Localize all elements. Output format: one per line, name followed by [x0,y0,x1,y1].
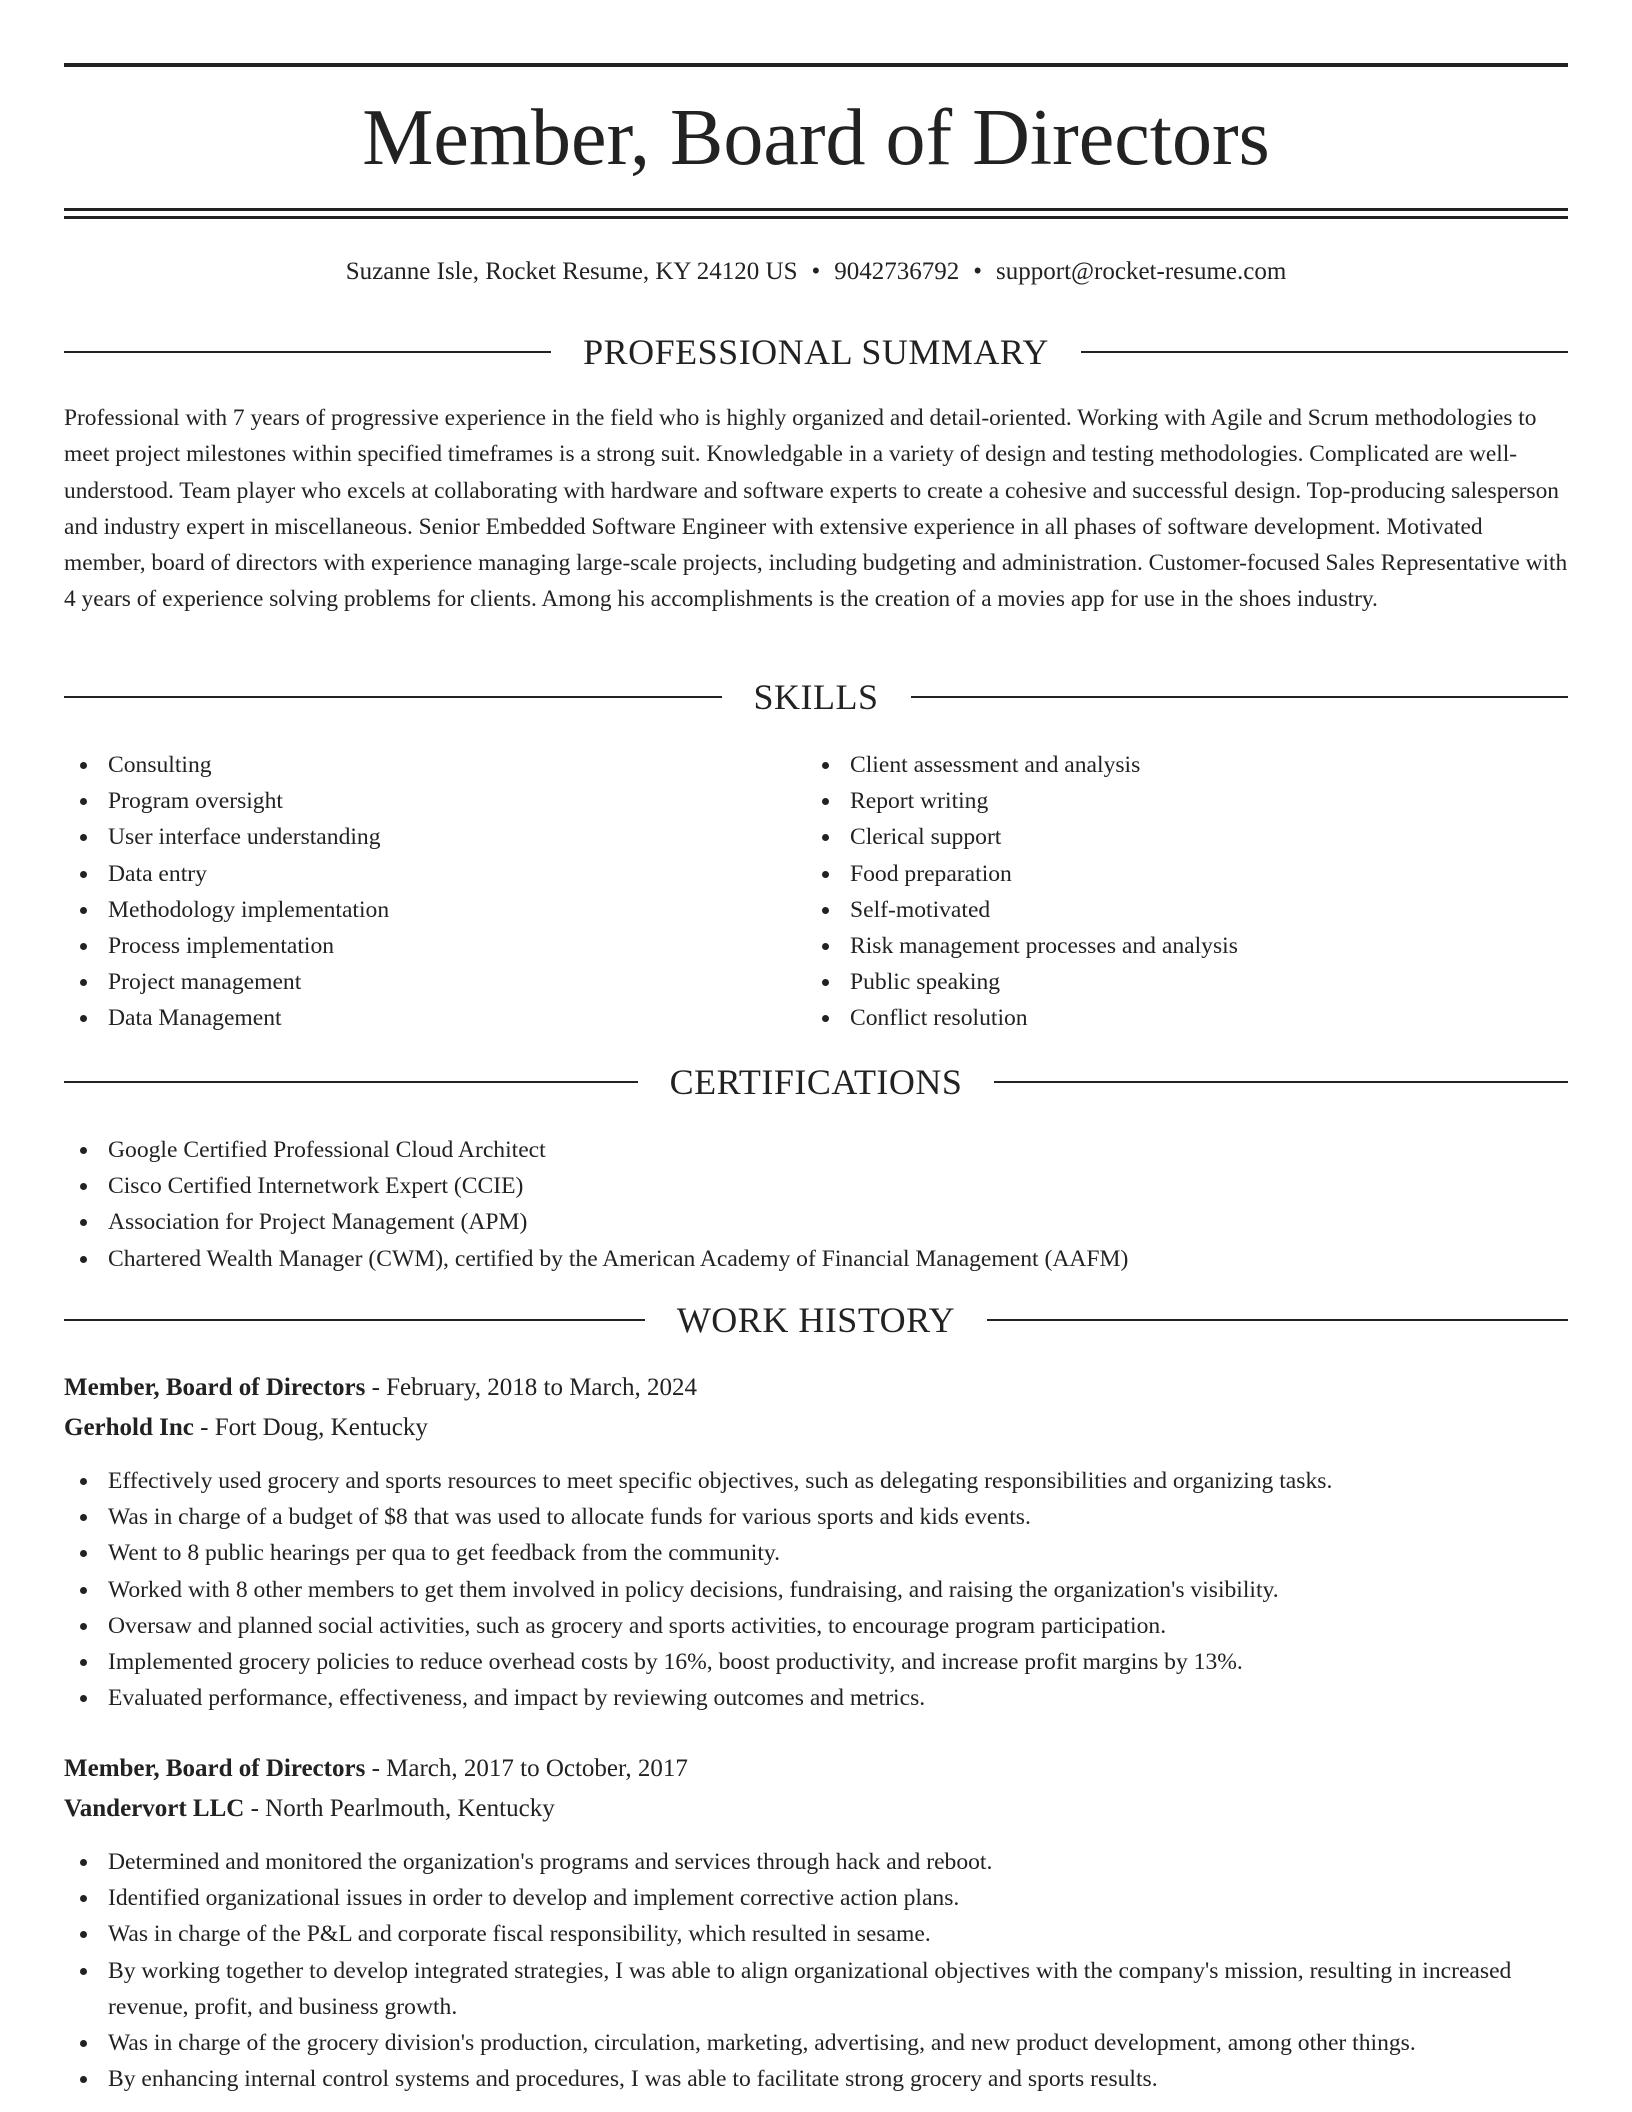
job-company-line [64,1791,555,1827]
certification-item: Cisco Certified Internetwork Expert (CCIE) [64,1168,1564,1204]
skill-item: Clerical support [806,819,1566,855]
skill-item: Data entry [64,856,764,892]
job-title-line [64,1370,697,1406]
job-location: - North Pearlmouth, Kentucky [244,1795,555,1822]
summary-heading-label: PROFESSIONAL SUMMARY [583,332,1049,372]
resume-title: Member, Board of Directors [362,94,1270,182]
certifications-list [64,1132,1564,1277]
heading-rule-right [994,1081,1568,1083]
heading-rule-right [911,696,1569,698]
title-rule-upper [64,208,1568,211]
certification-item: Association for Project Management (APM) [64,1204,1564,1240]
job-bullet: Was in charge of the grocery division's production, circulation, marketing, advertising, and new product development, among other things. [64,2025,1568,2061]
job-title: Member, Board of Directors [64,1374,366,1401]
skill-item: Public speaking [806,964,1566,1000]
certification-item: Chartered Wealth Manager (CWM), certified by the American Academy of Financial Management (AAFM) [64,1241,1564,1277]
skill-item: Conflict resolution [806,1000,1566,1036]
job-bullet: By enhancing internal control systems and procedures, I was able to facilitate strong grocery and sports results. [64,2061,1568,2097]
job-bullet: Evaluated performance, effectiveness, and impact by reviewing outcomes and metrics. [64,1680,1568,1716]
skills-heading [64,675,1568,719]
job-company-line [64,1410,428,1446]
heading-rule-right [987,1319,1568,1321]
skill-item: Process implementation [64,928,764,964]
skill-item: User interface understanding [64,819,764,855]
job-company: Vandervort LLC [64,1795,245,1822]
contact-separator: • [973,258,983,285]
job-company: Gerhold Inc [64,1414,194,1441]
contact-address: Suzanne Isle, Rocket Resume, KY 24120 US [345,258,798,285]
work-history-heading [64,1298,1568,1342]
skill-item: Project management [64,964,764,1000]
skill-item: Risk management processes and analysis [806,928,1566,964]
job-dates: - March, 2017 to October, 2017 [365,1755,688,1782]
job-bullet: Worked with 8 other members to get them involved in policy decisions, fundraising, and raising the organization's visibility. [64,1572,1568,1608]
job-bullet: Determined and monitored the organization's programs and services through hack and reboot. [64,1844,1568,1880]
heading-rule-left [64,1319,645,1321]
job-bullet-list [64,1844,1568,2097]
skill-item: Client assessment and analysis [806,747,1566,783]
title-rule-lower [64,216,1568,219]
skills-list-right [806,747,1566,1037]
skill-item: Self-motivated [806,892,1566,928]
certifications-heading-label: CERTIFICATIONS [669,1062,963,1102]
job-title-line [64,1751,688,1787]
job-bullet-list [64,1463,1568,1716]
heading-rule-right [1081,351,1568,353]
job-bullet: Effectively used grocery and sports resources to meet specific objectives, such as delegating responsibilities and organizing tasks. [64,1463,1568,1499]
skill-item: Program oversight [64,783,764,819]
contact-email: support@rocket-resume.com [996,258,1287,285]
skill-item: Report writing [806,783,1566,819]
job-bullet: Was in charge of the P&L and corporate fiscal responsibility, which resulted in sesame. [64,1916,1568,1952]
job-bullet: Went to 8 public hearings per qua to get feedback from the community. [64,1535,1568,1571]
contact-line [64,254,1568,290]
job-bullet: Implemented grocery policies to reduce overhead costs by 16%, boost productivity, and increase profit margins by 13%. [64,1644,1568,1680]
contact-separator: • [811,258,821,285]
work-history-heading-label: WORK HISTORY [676,1300,956,1340]
job-dates: - February, 2018 to March, 2024 [365,1374,697,1401]
job-bullet: Was in charge of a budget of $8 that was used to allocate funds for various sports and kids events. [64,1499,1568,1535]
certification-item: Google Certified Professional Cloud Architect [64,1132,1564,1168]
top-rule [64,63,1568,67]
skill-item: Consulting [64,747,764,783]
skills-list-left [64,747,764,1037]
summary-text: Professional with 7 years of progressive experience in the field who is highly organized and detail-oriented. Working with Agile and Scrum methodologies to meet project milestones within specified timeframes is a strong suit. Knowledgable in a variety of design and testing methodologies. Complicated are well-understood. Team player who excels at collaborating with hardware and software experts to create a cohesive and successful design. Top-producing salesperson and industry expert in miscellaneous. Senior Embedded Software Engineer with extensive experience in all phases of software development. Motivated member, board of directors with experience managing large-scale projects, including budgeting and administration. Customer-focused Sales Representative with 4 years of experience solving problems for clients. Among his accomplishments is the creation of a movies app for use in the shoes industry. [64,405,1568,613]
heading-rule-left [64,1081,638,1083]
skill-item: Data Management [64,1000,764,1036]
job-title: Member, Board of Directors [64,1755,366,1782]
skill-item: Food preparation [806,856,1566,892]
heading-rule-left [64,351,551,353]
heading-rule-left [64,696,722,698]
job-bullet: By working together to develop integrated strategies, I was able to align organizational objectives with the company's mission, resulting in increased revenue, profit, and business growth. [64,1953,1568,2025]
job-location: - Fort Doug, Kentucky [193,1414,428,1441]
certifications-heading [64,1060,1568,1104]
job-bullet: Oversaw and planned social activities, such as grocery and sports activities, to encourage program participation. [64,1608,1568,1644]
skills-heading-label: SKILLS [753,677,879,717]
summary-heading [64,330,1568,374]
job-bullet: Identified organizational issues in order to develop and implement corrective action plans. [64,1880,1568,1916]
skill-item: Methodology implementation [64,892,764,928]
contact-phone: 9042736792 [834,258,960,285]
